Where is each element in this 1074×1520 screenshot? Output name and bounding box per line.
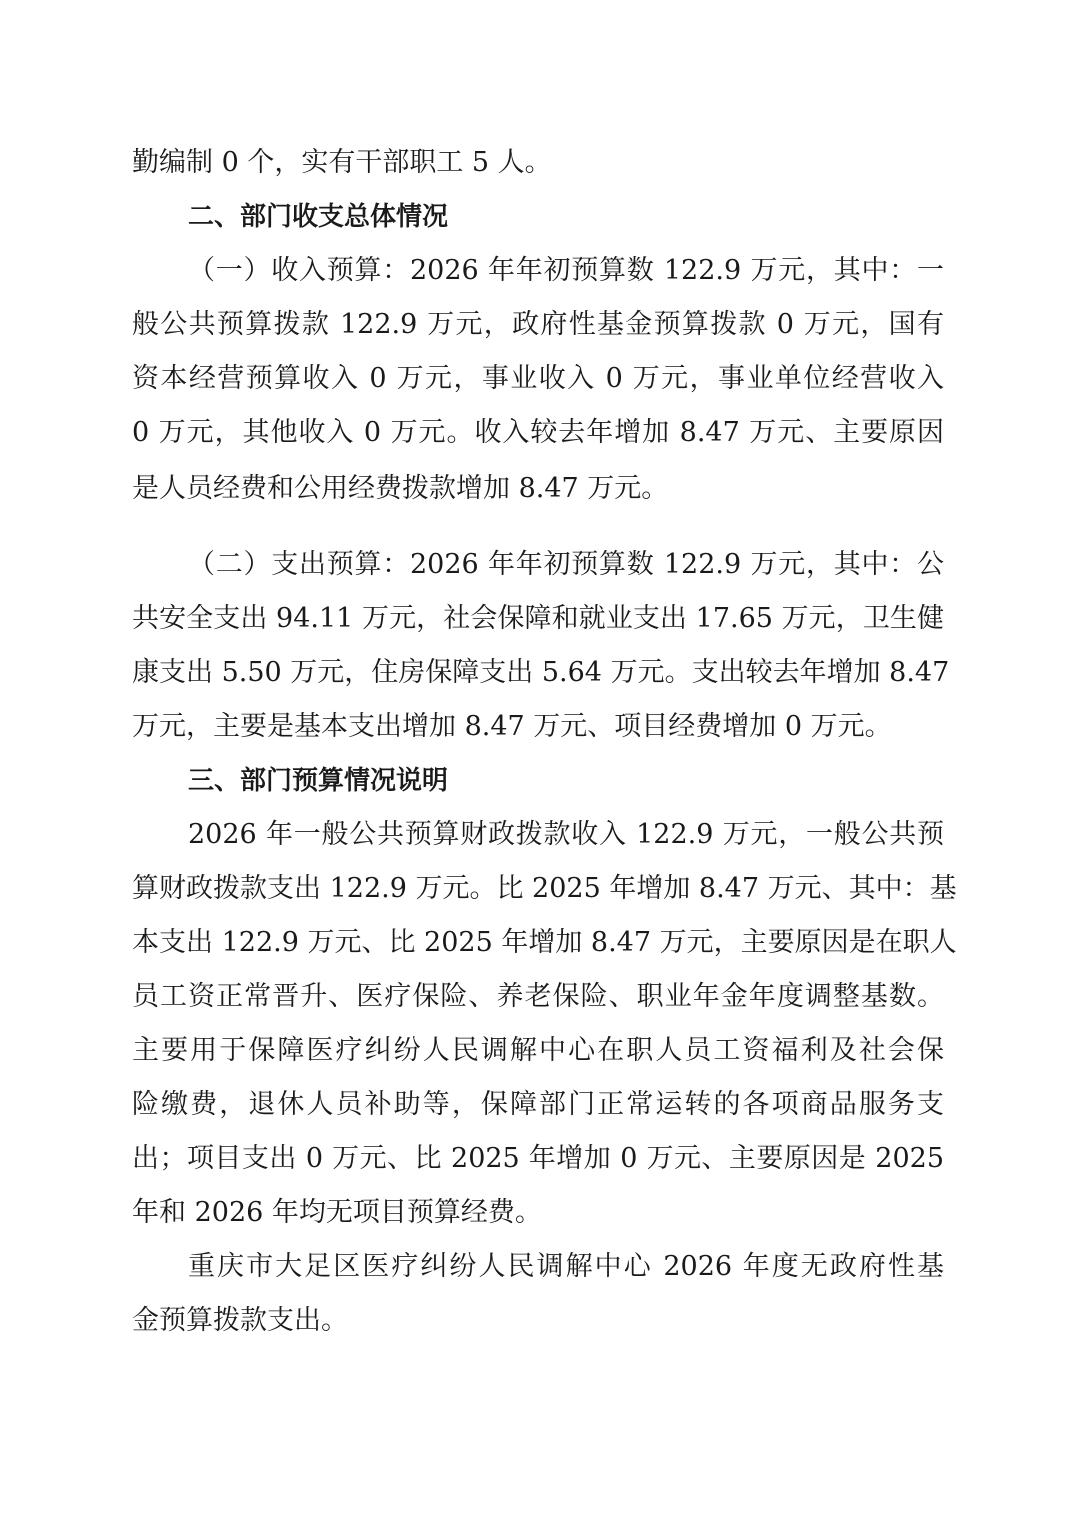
paragraph-line: 0 万元，其他收入 0 万元。收入较去年增加 8.47 万元、主要原因 xyxy=(132,417,944,448)
paragraph-line: 万元，主要是基本支出增加 8.47 万元、项目经费增加 0 万元。 xyxy=(132,711,892,742)
paragraph-line: 年和 2026 年均无项目预算经费。 xyxy=(132,1197,542,1228)
paragraph-line: （二）支出预算：2026 年年初预算数 122.9 万元，其中：公 xyxy=(188,549,944,580)
paragraph-line: 共安全支出 94.11 万元，社会保障和就业支出 17.65 万元，卫生健 xyxy=(132,603,944,634)
section-heading-budget-explanation: 三、部门预算情况说明 xyxy=(188,766,449,796)
paragraph-line: 是人员经费和公用经费拨款增加 8.47 万元。 xyxy=(132,473,669,504)
paragraph-line: 般公共预算拨款 122.9 万元，政府性基金预算拨款 0 万元，国有 xyxy=(132,309,944,340)
paragraph-line: 险缴费，退休人员补助等，保障部门正常运转的各项商品服务支 xyxy=(132,1089,944,1120)
paragraph-line: 金预算拨款支出。 xyxy=(132,1305,348,1336)
paragraph-line: 主要用于保障医疗纠纷人民调解中心在职人员工资福利及社会保 xyxy=(132,1035,944,1066)
paragraph-line: 员工资正常晋升、医疗保险、养老保险、职业年金年度调整基数。 xyxy=(132,981,944,1012)
paragraph-line: 勤编制 0 个，实有干部职工 5 人。 xyxy=(132,147,552,178)
paragraph-line: 重庆市大足区医疗纠纷人民调解中心 2026 年度无政府性基 xyxy=(188,1251,944,1282)
paragraph-line: 康支出 5.50 万元，住房保障支出 5.64 万元。支出较去年增加 8.47 xyxy=(132,657,950,688)
paragraph-line: 算财政拨款支出 122.9 万元。比 2025 年增加 8.47 万元、其中：基 xyxy=(132,873,957,904)
paragraph-line: （一）收入预算：2026 年年初预算数 122.9 万元，其中：一 xyxy=(188,255,944,286)
paragraph-line: 资本经营预算收入 0 万元，事业收入 0 万元，事业单位经营收入 xyxy=(132,363,944,394)
paragraph-line: 2026 年一般公共预算财政拨款收入 122.9 万元，一般公共预 xyxy=(188,819,944,850)
paragraph-line: 出；项目支出 0 万元、比 2025 年增加 0 万元、主要原因是 2025 xyxy=(132,1143,944,1174)
paragraph-line: 本支出 122.9 万元、比 2025 年增加 8.47 万元，主要原因是在职人 xyxy=(132,927,957,958)
section-heading-overview: 二、部门收支总体情况 xyxy=(188,202,449,232)
